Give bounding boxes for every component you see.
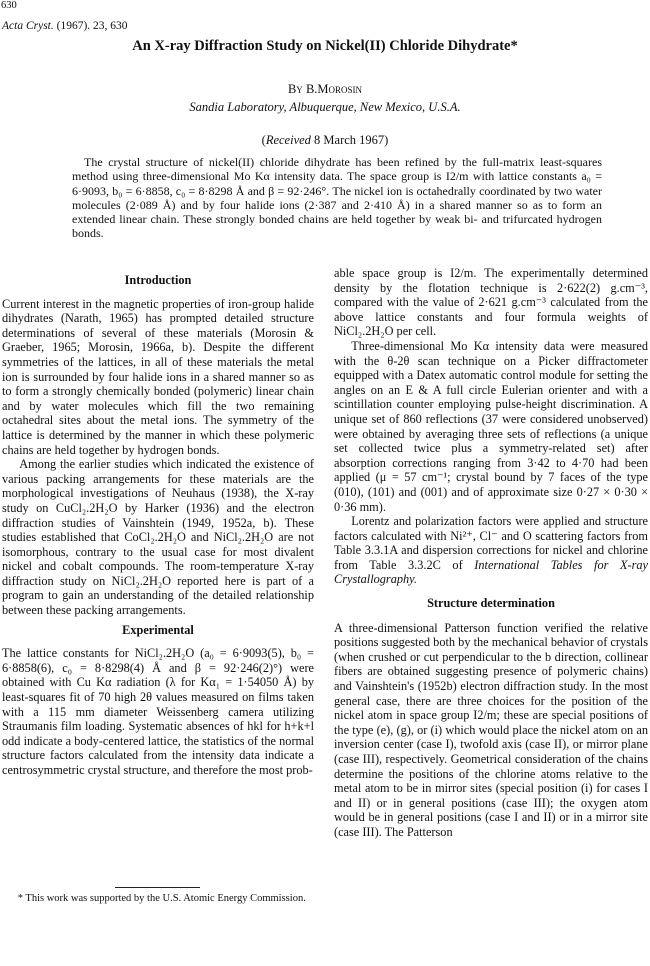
received-open: (	[261, 133, 266, 147]
footnote-divider	[115, 887, 200, 888]
author-initial: B.	[305, 82, 318, 96]
experimental-paragraph-3	[334, 514, 648, 587]
experimental-paragraph-3-text: Lorentz and polarization factors were applied and structure factors calculated with Ni²⁺, Cl⁻ and O scattering factors from Table 3.3.1A and dispersion corrections for nickel and chlorine from Table 3.3.2C of	[334, 514, 648, 572]
structure-paragraph-1: A three-dimensional Patterson function verified the relative positions suggested both by the mechanical behavior of crystals (when crushed or cut perpendicular to the b direction, collinear fibers are obtained suggesting presence of polymeric chains) and Vainshtein's (1952b) electron diffraction study. In the most general case, there are three choices for the position of the nickel atom in space group I2/m; these are special positions of the type (e), (g), or (i) which would place the nickel atom on an inversion center (case I), twofold axis (case II), or mirror plane (case III), respectively. Geometrical consideration of the chains determine the positions of the chlorine atoms relative to the metal atom to be in mirror sites (special position (i) for cases I and II) or in general positions (case III); the oxygen atom would be in general positions (case I and II) or in a mirror site (case III). The Patterson	[334, 620, 648, 839]
citation-details: (1967). 23, 630	[56, 20, 128, 32]
abstract: The crystal structure of nickel(II) chloride dihydrate has been refined by the full-matrix least-squares method using three-dimensional Mo Kα intensity data. The space group is I2/m with lattice constants a₀ = 6·9093, b₀ = 6·8858, c₀ = 8·8298 Å and β = 92·246°. The nickel ion is octahedrally coordinated by two water molecules (2·089 Å) and by four halide ions (2·387 and 2·410 Å) in a shared manner so as to form an extended linear chain. These strongly bonded chains are held together by weak bi- and trifurcated hydrogen bonds.	[72, 155, 602, 241]
author-line	[0, 82, 650, 97]
left-column	[2, 268, 314, 778]
page-number: 630	[1, 0, 17, 11]
author-name: Morosin	[317, 82, 363, 96]
right-column	[334, 266, 648, 840]
journal-citation	[2, 20, 128, 32]
affiliation: Sandia Laboratory, Albuquerque, New Mexico, U.S.A.	[189, 100, 461, 114]
experimental-paragraph-1-continued: able space group is I2/m. The experimentally determined density by the flotation technique is 2·622(2) g.cm⁻³, compared with the value of 2·621 g.cm⁻³ calculated from the above lattice constants and four formula weights of NiCl₂.2H₂O per cell.	[334, 266, 648, 339]
footnote: * This work was supported by the U.S. Atomic Energy Commission.	[17, 893, 306, 904]
received-close: )	[384, 133, 389, 147]
experimental-heading: Experimental	[122, 622, 194, 637]
reference-title: International Tables for X-ray Crystallography.	[334, 557, 649, 587]
received-label: Received	[265, 133, 311, 147]
received-date	[0, 133, 650, 148]
journal-name: Acta Cryst.	[2, 20, 54, 32]
author-by: By	[287, 82, 303, 96]
received-date-value: 8 March 1967	[314, 133, 385, 147]
introduction-paragraph-2: Among the earlier studies which indicated the existence of various packing arrangements for these materials are the morphological investigations of Neuhaus (1938), the X-ray study on CuCl₂.2H₂O by Harker (1936) and the electron diffraction studies of Vainshtein (1949, 1952a, b). These studies established that CoCl₂.2H₂O and NiCl₂.2H₂O are not isomorphous, contrary to the usual case for most divalent nickel and cobalt compounds. The room-temperature X-ray diffraction study on NiCl₂.2H₂O reported here is part of a program to gain an understanding of the detailed relationship between these packing arrangements.	[2, 457, 314, 618]
experimental-paragraph-2: Three-dimensional Mo Kα intensity data were measured with the θ-2θ scan technique on a Picker diffractometer equipped with a Datex automatic control module for setting the angles on an E & A full circle Eulerian orienter and with a scintillation counter employing pulse-height discrimination. A unique set of 860 reflections (37 were considered unobserved) were obtained by averaging three sets of reflections (a unique set collected twice plus a symmetry-related set) after absorption corrections ranging from 3·42 to 4·70 had been applied (μ = 57 cm⁻¹; crystal bound by 7 faces of the type (010), (101) and (001) and of approximate size 0·27 × 0·30 × 0·36 mm).	[334, 338, 648, 514]
experimental-paragraph-1: The lattice constants for NiCl₂.2H₂O (a₀ = 6·9093(5), b₀ = 6·8858(6), c₀ = 8·8298(4) Å and β = 92·246(2)°) were obtained with Cu Kα radiation (λ for Kα₁ = 1·54050 Å) by least-squares fit of 70 high 2θ values measured on films taken with a 115 mm diameter Weissenberg camera utilizing Straumanis film loading. Systematic absences of hkl for h+k+l odd indicate a body-centered lattice, the statistics of the normal structure factors calculated from the intensity data indicate a centrosymmetric crystal structure, and therefore the most prob-	[2, 646, 314, 777]
paper-title: An X-ray Diffraction Study on Nickel(II) Chloride Dihydrate*	[132, 38, 518, 54]
structure-heading: Structure determination	[427, 596, 555, 611]
introduction-heading: Introduction	[124, 273, 192, 287]
introduction-paragraph-1: Current interest in the magnetic properties of iron-group halide dihydrates (Narath, 1965) has prompted detailed structure determinations of several of these materials (Morosin & Graeber, 1965; Morosin, 1966a, b). Despite the different symmetries of the lattices, in all of these materials the metal ion is surrounded by four halide ions in a shared manner so as to form a strongly chemically bonded (polymeric) linear chain and by water molecules which fill the two remaining octahedral sites about the metal ions. The symmetry of the lattice is determined by the manner in which these polymeric chains are held together by hydrogen bonds.	[2, 296, 314, 457]
